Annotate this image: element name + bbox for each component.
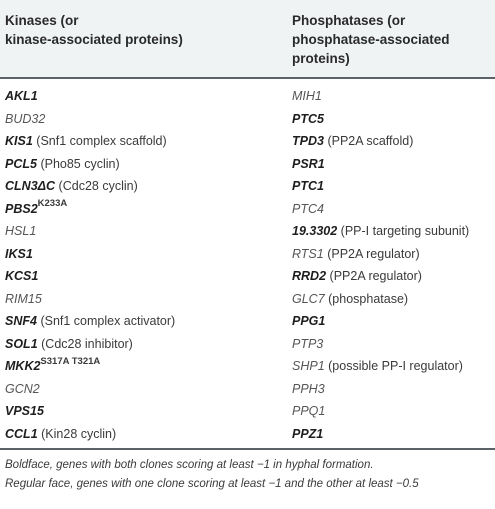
phosphatase-gene: PPZ1	[292, 426, 324, 441]
table-row	[0, 175, 495, 198]
kinase-gene: SNF4	[5, 314, 37, 328]
table-row	[0, 265, 495, 288]
bottom-rule	[0, 448, 495, 450]
kinase-cell	[5, 111, 45, 127]
phosphatase-annotation: (PP2A scaffold)	[327, 134, 414, 148]
kinase-mutation: S317A T321A	[40, 355, 101, 367]
phosphatase-cell	[292, 291, 408, 307]
phosphatase-cell	[292, 246, 420, 262]
kinase-cell	[5, 223, 36, 239]
kinase-gene: CLN3ΔC	[5, 179, 56, 193]
kinase-gene: PBS2	[5, 201, 38, 216]
phosphatase-gene: PPH3	[292, 381, 325, 396]
footnote-regular: Regular face, genes with one clone scoring at least −1 and the other at least −0.5	[5, 478, 419, 490]
phosphatase-gene: PPG1	[292, 314, 326, 328]
kinase-cell	[5, 178, 138, 194]
phosphatase-cell	[292, 88, 322, 104]
phosphatase-annotation: (possible PP-I regulator)	[328, 359, 463, 373]
phosphatase-gene: GLC7	[292, 291, 325, 306]
header-phosphatases	[292, 11, 487, 68]
kinase-gene: RIM15	[5, 291, 42, 306]
phosphatase-cell	[292, 381, 325, 397]
phosphatase-annotation: (PP2A regulator)	[329, 269, 422, 283]
table-row	[0, 108, 495, 131]
table-row	[0, 220, 495, 243]
kinase-cell	[5, 133, 167, 149]
table-row	[0, 378, 495, 401]
phosphatase-gene: PSR1	[292, 156, 325, 171]
kinase-cell	[5, 313, 175, 329]
header-phosphatases-line3: proteins)	[292, 51, 350, 66]
kinase-gene: BUD32	[5, 111, 46, 126]
table-row	[0, 130, 495, 153]
header-kinases	[5, 11, 285, 49]
phosphatase-cell	[292, 223, 469, 239]
header-phosphatases-line2: phosphatase-associated	[292, 32, 450, 47]
kinase-gene: VPS15	[5, 404, 44, 418]
table-row	[0, 423, 495, 446]
kinase-annotation: (Cdc28 inhibitor)	[41, 336, 133, 351]
header-kinases-line1: Kinases (or	[5, 13, 79, 28]
footnote-boldface: Boldface, genes with both clones scoring at least −1 in hyphal formation.	[5, 459, 374, 471]
phosphatase-annotation: (PP-I targeting subunit)	[340, 224, 470, 238]
kinase-annotation: (Snf1 complex activator)	[40, 314, 176, 328]
phosphatase-gene: RTS1	[292, 246, 324, 261]
kinase-cell	[5, 198, 68, 217]
header-phosphatases-line1: Phosphatases (or	[292, 13, 406, 28]
table-header	[0, 0, 495, 77]
kinase-gene: KCS1	[5, 269, 39, 283]
kinase-annotation: (Kin28 cyclin)	[41, 426, 117, 441]
phosphatase-annotation: (PP2A regulator)	[327, 246, 420, 261]
header-rule	[0, 77, 495, 79]
kinase-gene: AKL1	[5, 89, 38, 103]
phosphatase-gene: RRD2	[292, 269, 327, 283]
phosphatase-cell	[292, 426, 323, 442]
kinase-cell	[5, 246, 33, 262]
kinase-cell	[5, 88, 38, 104]
phosphatase-annotation: (phosphatase)	[328, 291, 409, 306]
kinase-annotation: (Pho85 cyclin)	[40, 156, 120, 171]
phosphatase-cell	[292, 111, 324, 127]
table-row	[0, 333, 495, 356]
kinase-gene: KIS1	[5, 134, 33, 148]
kinase-mutation: K233A	[37, 198, 68, 210]
table-row	[0, 198, 495, 221]
kinase-cell	[5, 336, 133, 352]
kinase-cell	[5, 268, 38, 284]
phosphatase-gene: 19.3302	[292, 224, 338, 238]
kinase-gene: SOL1	[5, 336, 38, 351]
table-row	[0, 85, 495, 108]
kinase-cell	[5, 156, 120, 172]
kinase-cell	[5, 291, 42, 307]
phosphatase-cell	[292, 313, 325, 329]
kinase-cell	[5, 355, 101, 374]
table-body	[0, 85, 495, 445]
phosphatase-gene: PTC1	[292, 179, 324, 193]
phosphatase-cell	[292, 133, 413, 149]
table-row	[0, 355, 495, 378]
table-row	[0, 310, 495, 333]
phosphatase-gene: PPQ1	[292, 404, 326, 418]
table-row	[0, 288, 495, 311]
kinase-cell	[5, 426, 116, 442]
kinase-gene: HSL1	[5, 224, 37, 238]
kinase-cell	[5, 381, 40, 397]
table-row	[0, 243, 495, 266]
phosphatase-cell	[292, 201, 324, 217]
phosphatase-cell	[292, 336, 323, 352]
phosphatase-cell	[292, 403, 325, 419]
kinase-gene: IKS1	[5, 246, 33, 261]
kinase-gene: CCL1	[5, 426, 38, 441]
phosphatase-cell	[292, 358, 463, 374]
phosphatase-gene: MIH1	[292, 89, 322, 103]
kinase-gene: PCL5	[5, 156, 37, 171]
phosphatase-cell	[292, 178, 324, 194]
table-row	[0, 153, 495, 176]
header-kinases-line2: kinase-associated proteins)	[5, 32, 183, 47]
phosphatase-cell	[292, 268, 422, 284]
kinase-annotation: (Cdc28 cyclin)	[58, 179, 138, 193]
kinase-annotation: (Snf1 complex scaffold)	[36, 134, 167, 148]
phosphatase-gene: PTC4	[292, 201, 324, 216]
phosphatase-cell	[292, 156, 325, 172]
kinase-gene: GCN2	[5, 381, 40, 396]
kinase-gene: MKK2	[5, 359, 41, 373]
phosphatase-gene: SHP1	[292, 359, 325, 373]
phosphatase-gene: TPD3	[292, 134, 324, 148]
table-row	[0, 400, 495, 423]
phosphatase-gene: PTP3	[292, 336, 324, 351]
phosphatase-gene: PTC5	[292, 111, 324, 126]
kinase-cell	[5, 403, 44, 419]
